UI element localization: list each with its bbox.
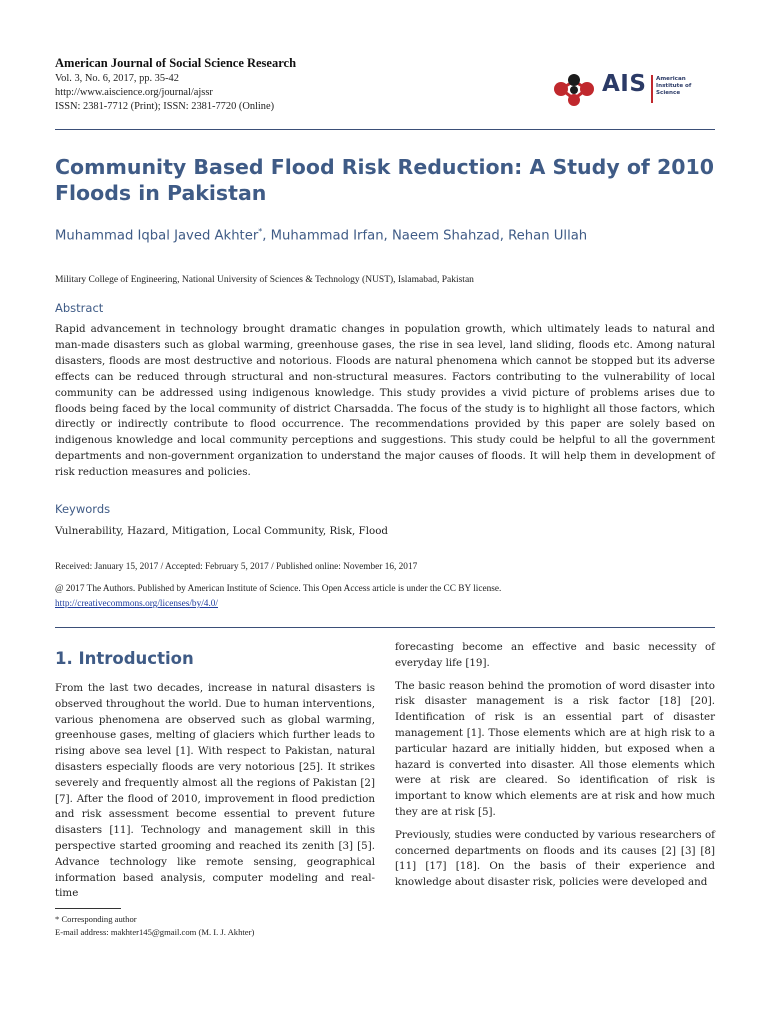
paragraph: From the last two decades, increase in natural disasters is observed throughout the world. Due to human interventions, various phenomena are observed such as global warming, greenhouse gases, melting of glaciers which further leads to rising above sea level [1]. With respect to Pakistan, natural disasters especially floods are very notorious [25]. It strikes severely and frequently almost all the regions of Pakistan [2] [7]. After the flood of 2010, improvement in flood prediction and risk assessment become essential to prevent future disasters [11]. Technology and management skill in this perspective started grooming and reached its zenith [3] [5]. Advance technology like remote sensing, geographical information based analysis, computer modeling and real-time <box>55 682 375 900</box>
journal-url[interactable]: http://www.aiscience.org/journal/ajssr <box>55 87 213 98</box>
affiliation: Military College of Engineering, National University of Sciences & Technology (NUST), Islamabad, Pakistan <box>55 275 474 285</box>
copyright-notice: @ 2017 The Authors. Published by American Institute of Science. This Open Access article is under the CC BY license. <box>55 584 502 594</box>
logo-subtitle <box>656 76 691 97</box>
logo-sub-line: Institute of <box>656 83 692 89</box>
email-footnote: E-mail address: makhter145@gmail.com (M. I. J. Akhter) <box>55 927 255 937</box>
corresponding-mark: * <box>258 227 263 236</box>
first-author: Muhammad Iqbal Javed Akhter <box>55 228 259 244</box>
paragraph: The basic reason behind the promotion of word disaster into risk disaster management is a risk factor [18] [20]. Identification of risk is an essential part of disaster management [1]. Those elements which are at high risk to a particular hazard are initially hidden, but exposed when a hazard is converted into disaster. All those elements which were at risk are cleared. So identification of risk is important to know which elements are at risk and how much they are at risk [5]. <box>395 679 715 818</box>
logo-sub-line: Science <box>656 90 681 96</box>
logo-separator <box>651 75 653 103</box>
abstract-text: Rapid advancement in technology brought dramatic changes in population growth, which ultimately leads to natural and man-made disasters such as global warming, greenhouse gases, the rise in sea level, land sliding, floods etc. Among natural disasters, floods are most destructive and notorious. Floods are natural phenomena which cannot be stopped but its adverse effects can be reduced through structural and non-structural measures. Factors contributing to the vulnerability of local community can be addressed using indigenous knowledge. This study provides a vivid picture of problems arises due to floods being faced by the local community of district Charsadda. The focus of the study is to highlight all those factors, which directly or indirectly contribute to flood occurrence. The recommendations provided by this paper are solely based on indigenous knowledge and local community perceptions and suggestions. This study could be helpful to all the government departments and non-government organization to understand the major causes of floods. It will help them in development of risk reduction measures and policies. <box>55 323 715 479</box>
logo-wordmark: AIS <box>602 71 647 97</box>
journal-volume: Vol. 3, No. 6, 2017, pp. 35-42 <box>55 73 179 84</box>
logo-sub-line: American <box>656 76 686 82</box>
molecule-logo-icon <box>549 69 599 109</box>
keywords-text: Vulnerability, Hazard, Mitigation, Local Community, Risk, Flood <box>55 525 388 537</box>
publication-dates: Received: January 15, 2017 / Accepted: February 5, 2017 / Published online: November 16, 2017 <box>55 562 418 572</box>
introduction-heading: 1. Introduction <box>55 649 194 668</box>
journal-name: American Journal of Social Science Research <box>55 56 297 70</box>
paragraph: forecasting become an effective and basic necessity of everyday life [19]. <box>395 641 715 669</box>
abstract-heading: Abstract <box>55 301 104 315</box>
author-list <box>55 222 715 245</box>
ais-logo <box>549 69 719 113</box>
journal-issn: ISSN: 2381-7712 (Print); ISSN: 2381-7720 (Online) <box>55 101 275 112</box>
license-link[interactable]: http://creativecommons.org/licenses/by/4.0/ <box>55 599 219 609</box>
corresponding-footnote: * Corresponding author <box>55 914 137 924</box>
left-column <box>55 681 375 909</box>
body-divider <box>55 627 715 628</box>
paper-title: Community Based Flood Risk Reduction: A Study of 2010 Floods in Pakistan <box>55 155 715 205</box>
journal-header <box>55 54 715 124</box>
paragraph: Previously, studies were conducted by various researchers of concerned departments on floods and its causes [2] [3] [8] [11] [17] [18]. On the basis of their experience and knowledge about disaster risk, policies were developed and <box>395 828 715 889</box>
footnote-divider <box>55 908 121 909</box>
co-authors: , Muhammad Irfan, Naeem Shahzad, Rehan Ullah <box>262 228 588 244</box>
header-divider <box>55 129 715 130</box>
right-column <box>395 640 715 898</box>
keywords-heading: Keywords <box>55 502 111 516</box>
